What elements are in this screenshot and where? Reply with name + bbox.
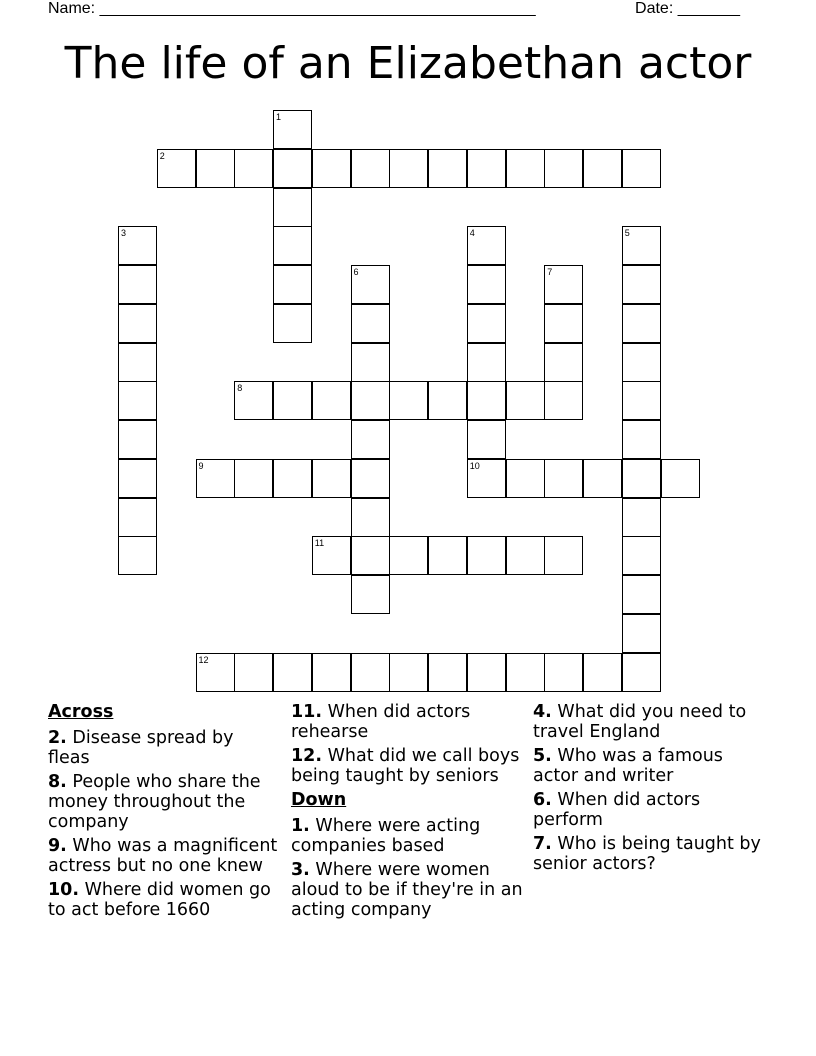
crossword-cell[interactable]: [622, 420, 661, 459]
crossword-cell[interactable]: [118, 498, 157, 537]
crossword-cell[interactable]: [544, 381, 583, 420]
clue-across-8: [48, 772, 280, 832]
crossword-cell[interactable]: [351, 498, 390, 537]
crossword-cell[interactable]: [506, 381, 545, 420]
clue-text: Disease spread by fleas: [48, 728, 234, 768]
clue-number: 5.: [533, 746, 552, 766]
crossword-cell[interactable]: [467, 343, 506, 382]
clue-down-4: [533, 702, 765, 742]
crossword-cell[interactable]: [583, 459, 622, 498]
clue-number: 11.: [291, 702, 323, 722]
crossword-cell[interactable]: [622, 575, 661, 614]
clue-text: Where did women go to act before 1660: [48, 880, 271, 920]
crossword-cell[interactable]: [506, 536, 545, 575]
crossword-cell[interactable]: [351, 265, 390, 304]
crossword-cell[interactable]: [622, 614, 661, 653]
crossword-cell[interactable]: [622, 343, 661, 382]
crossword-cell[interactable]: [351, 459, 390, 498]
crossword-cell[interactable]: [389, 653, 428, 692]
date-field-label: Date: _______: [635, 0, 740, 17]
clue-text: When did actors perform: [533, 790, 701, 830]
clue-number-label: 10: [469, 460, 480, 471]
clue-across-9: [48, 836, 280, 876]
crossword-cell[interactable]: [273, 653, 312, 692]
crossword-cell[interactable]: [312, 381, 351, 420]
crossword-cell[interactable]: [118, 536, 157, 575]
crossword-cell[interactable]: [428, 381, 467, 420]
clue-number-label: 2: [159, 150, 165, 161]
clue-text: Where were women aloud to be if they're in an acting company: [291, 860, 523, 920]
crossword-cell[interactable]: [467, 420, 506, 459]
crossword-cell[interactable]: [118, 265, 157, 304]
crossword-cell[interactable]: [273, 110, 312, 149]
crossword-cell[interactable]: [544, 149, 583, 188]
clue-column-2: [291, 702, 523, 924]
crossword-cell[interactable]: [622, 226, 661, 265]
crossword-cell[interactable]: [351, 304, 390, 343]
clue-number-label: 1: [276, 112, 282, 122]
crossword-cell[interactable]: [312, 653, 351, 692]
crossword-cell[interactable]: [544, 265, 583, 304]
crossword-cell[interactable]: [312, 149, 351, 188]
crossword-cell[interactable]: [622, 459, 661, 498]
clue-down-7: [533, 834, 765, 874]
crossword-cell[interactable]: [428, 653, 467, 692]
crossword-cell[interactable]: [234, 653, 273, 692]
clue-number: 9.: [48, 836, 67, 856]
clue-number: 4.: [533, 702, 552, 722]
clue-across-2: [48, 728, 280, 768]
crossword-cell[interactable]: [351, 536, 390, 575]
clue-across-11: [291, 702, 523, 742]
crossword-cell[interactable]: [622, 381, 661, 420]
crossword-cell[interactable]: [622, 304, 661, 343]
clue-number-label: 11: [314, 538, 325, 549]
clue-text: Who was a magnificent actress but no one knew: [48, 836, 278, 876]
crossword-cell[interactable]: [351, 381, 390, 420]
clue-down-1: [291, 816, 523, 856]
crossword-cell[interactable]: [389, 381, 428, 420]
crossword-cell[interactable]: [273, 381, 312, 420]
clue-number-label: 4: [469, 228, 475, 239]
crossword-cell[interactable]: [544, 459, 583, 498]
crossword-cell[interactable]: [351, 343, 390, 382]
clue-number: 12.: [291, 746, 323, 766]
clue-text: People who share the money throughout the company: [48, 772, 261, 832]
clue-column-3: [533, 702, 765, 878]
crossword-cell[interactable]: [157, 149, 196, 188]
crossword-cell[interactable]: [467, 381, 506, 420]
crossword-cell[interactable]: [467, 459, 506, 498]
crossword-cell[interactable]: [389, 149, 428, 188]
crossword-cell[interactable]: [544, 536, 583, 575]
clue-text: What did we call boys being taught by seniors: [291, 746, 520, 786]
crossword-cell[interactable]: [583, 653, 622, 692]
clue-number-label: 9: [198, 460, 204, 471]
crossword-cell[interactable]: [467, 149, 506, 188]
crossword-cell[interactable]: [312, 459, 351, 498]
crossword-cell[interactable]: [312, 536, 351, 575]
clue-number-label: 8: [237, 383, 243, 394]
clue-number: 7.: [533, 834, 552, 854]
crossword-cell[interactable]: [273, 304, 312, 343]
clue-number-label: 5: [624, 228, 630, 239]
crossword-cell[interactable]: [273, 459, 312, 498]
crossword-cell[interactable]: [351, 575, 390, 614]
crossword-cell[interactable]: [351, 420, 390, 459]
crossword-cell[interactable]: [622, 536, 661, 575]
crossword-cell[interactable]: [118, 381, 157, 420]
crossword-cell[interactable]: [351, 653, 390, 692]
crossword-cell[interactable]: [467, 653, 506, 692]
clue-text: Where were acting companies based: [291, 816, 481, 856]
down-heading: Down: [291, 790, 347, 810]
clue-number-label: 3: [121, 228, 127, 239]
crossword-cell[interactable]: [234, 381, 273, 420]
crossword-cell[interactable]: [118, 343, 157, 382]
clue-number-label: 12: [198, 654, 209, 665]
crossword-cell[interactable]: [118, 226, 157, 265]
clue-down-3: [291, 860, 523, 920]
clue-text: What did you need to travel England: [533, 702, 747, 742]
crossword-cell[interactable]: [273, 149, 312, 188]
crossword-cell[interactable]: [273, 265, 312, 304]
crossword-cell[interactable]: [506, 149, 545, 188]
crossword-cell[interactable]: [196, 653, 235, 692]
clue-number: 6.: [533, 790, 552, 810]
crossword-cell[interactable]: [544, 304, 583, 343]
clue-number: 8.: [48, 772, 67, 792]
clue-number: 10.: [48, 880, 80, 900]
crossword-cell[interactable]: [583, 149, 622, 188]
clue-number: 2.: [48, 728, 67, 748]
name-field-label: Name: _________________________________________________: [48, 0, 536, 17]
clue-down-5: [533, 746, 765, 786]
clue-number: 3.: [291, 860, 310, 880]
crossword-cell[interactable]: [622, 653, 661, 692]
crossword-cell[interactable]: [506, 459, 545, 498]
crossword-cell[interactable]: [118, 420, 157, 459]
crossword-cell[interactable]: [467, 304, 506, 343]
clue-across-10: [48, 880, 280, 920]
clue-number-label: 7: [547, 267, 553, 277]
crossword-cell[interactable]: [506, 653, 545, 692]
crossword-cell[interactable]: [467, 536, 506, 575]
crossword-cell[interactable]: [428, 149, 467, 188]
page-title: The life of an Elizabethan actor: [64, 38, 752, 89]
clue-text: When did actors rehearse: [291, 702, 471, 742]
clue-column-1: [48, 702, 280, 924]
crossword-cell[interactable]: [234, 149, 273, 188]
clue-text: Who is being taught by senior actors?: [533, 834, 761, 874]
crossword-cell[interactable]: [351, 149, 390, 188]
across-heading: Across: [48, 702, 114, 722]
crossword-cell[interactable]: [622, 265, 661, 304]
crossword-cell[interactable]: [622, 149, 661, 188]
crossword-cell[interactable]: [544, 343, 583, 382]
crossword-cell[interactable]: [544, 653, 583, 692]
crossword-cell[interactable]: [622, 498, 661, 537]
clue-number-label: 6: [353, 267, 359, 277]
crossword-cell[interactable]: [234, 459, 273, 498]
crossword-cell[interactable]: [467, 265, 506, 304]
clue-across-12: [291, 746, 523, 786]
crossword-cell[interactable]: [661, 459, 700, 498]
crossword-cell[interactable]: [273, 226, 312, 265]
clue-number: 1.: [291, 816, 310, 836]
clue-text: Who was a famous actor and writer: [533, 746, 723, 786]
crossword-cell[interactable]: [118, 459, 157, 498]
clue-down-6: [533, 790, 765, 830]
crossword-cell[interactable]: [196, 459, 235, 498]
crossword-cell[interactable]: [467, 226, 506, 265]
crossword-cell[interactable]: [273, 188, 312, 227]
crossword-cell[interactable]: [389, 536, 428, 575]
crossword-cell[interactable]: [428, 536, 467, 575]
crossword-cell[interactable]: [196, 149, 235, 188]
crossword-cell[interactable]: [118, 304, 157, 343]
